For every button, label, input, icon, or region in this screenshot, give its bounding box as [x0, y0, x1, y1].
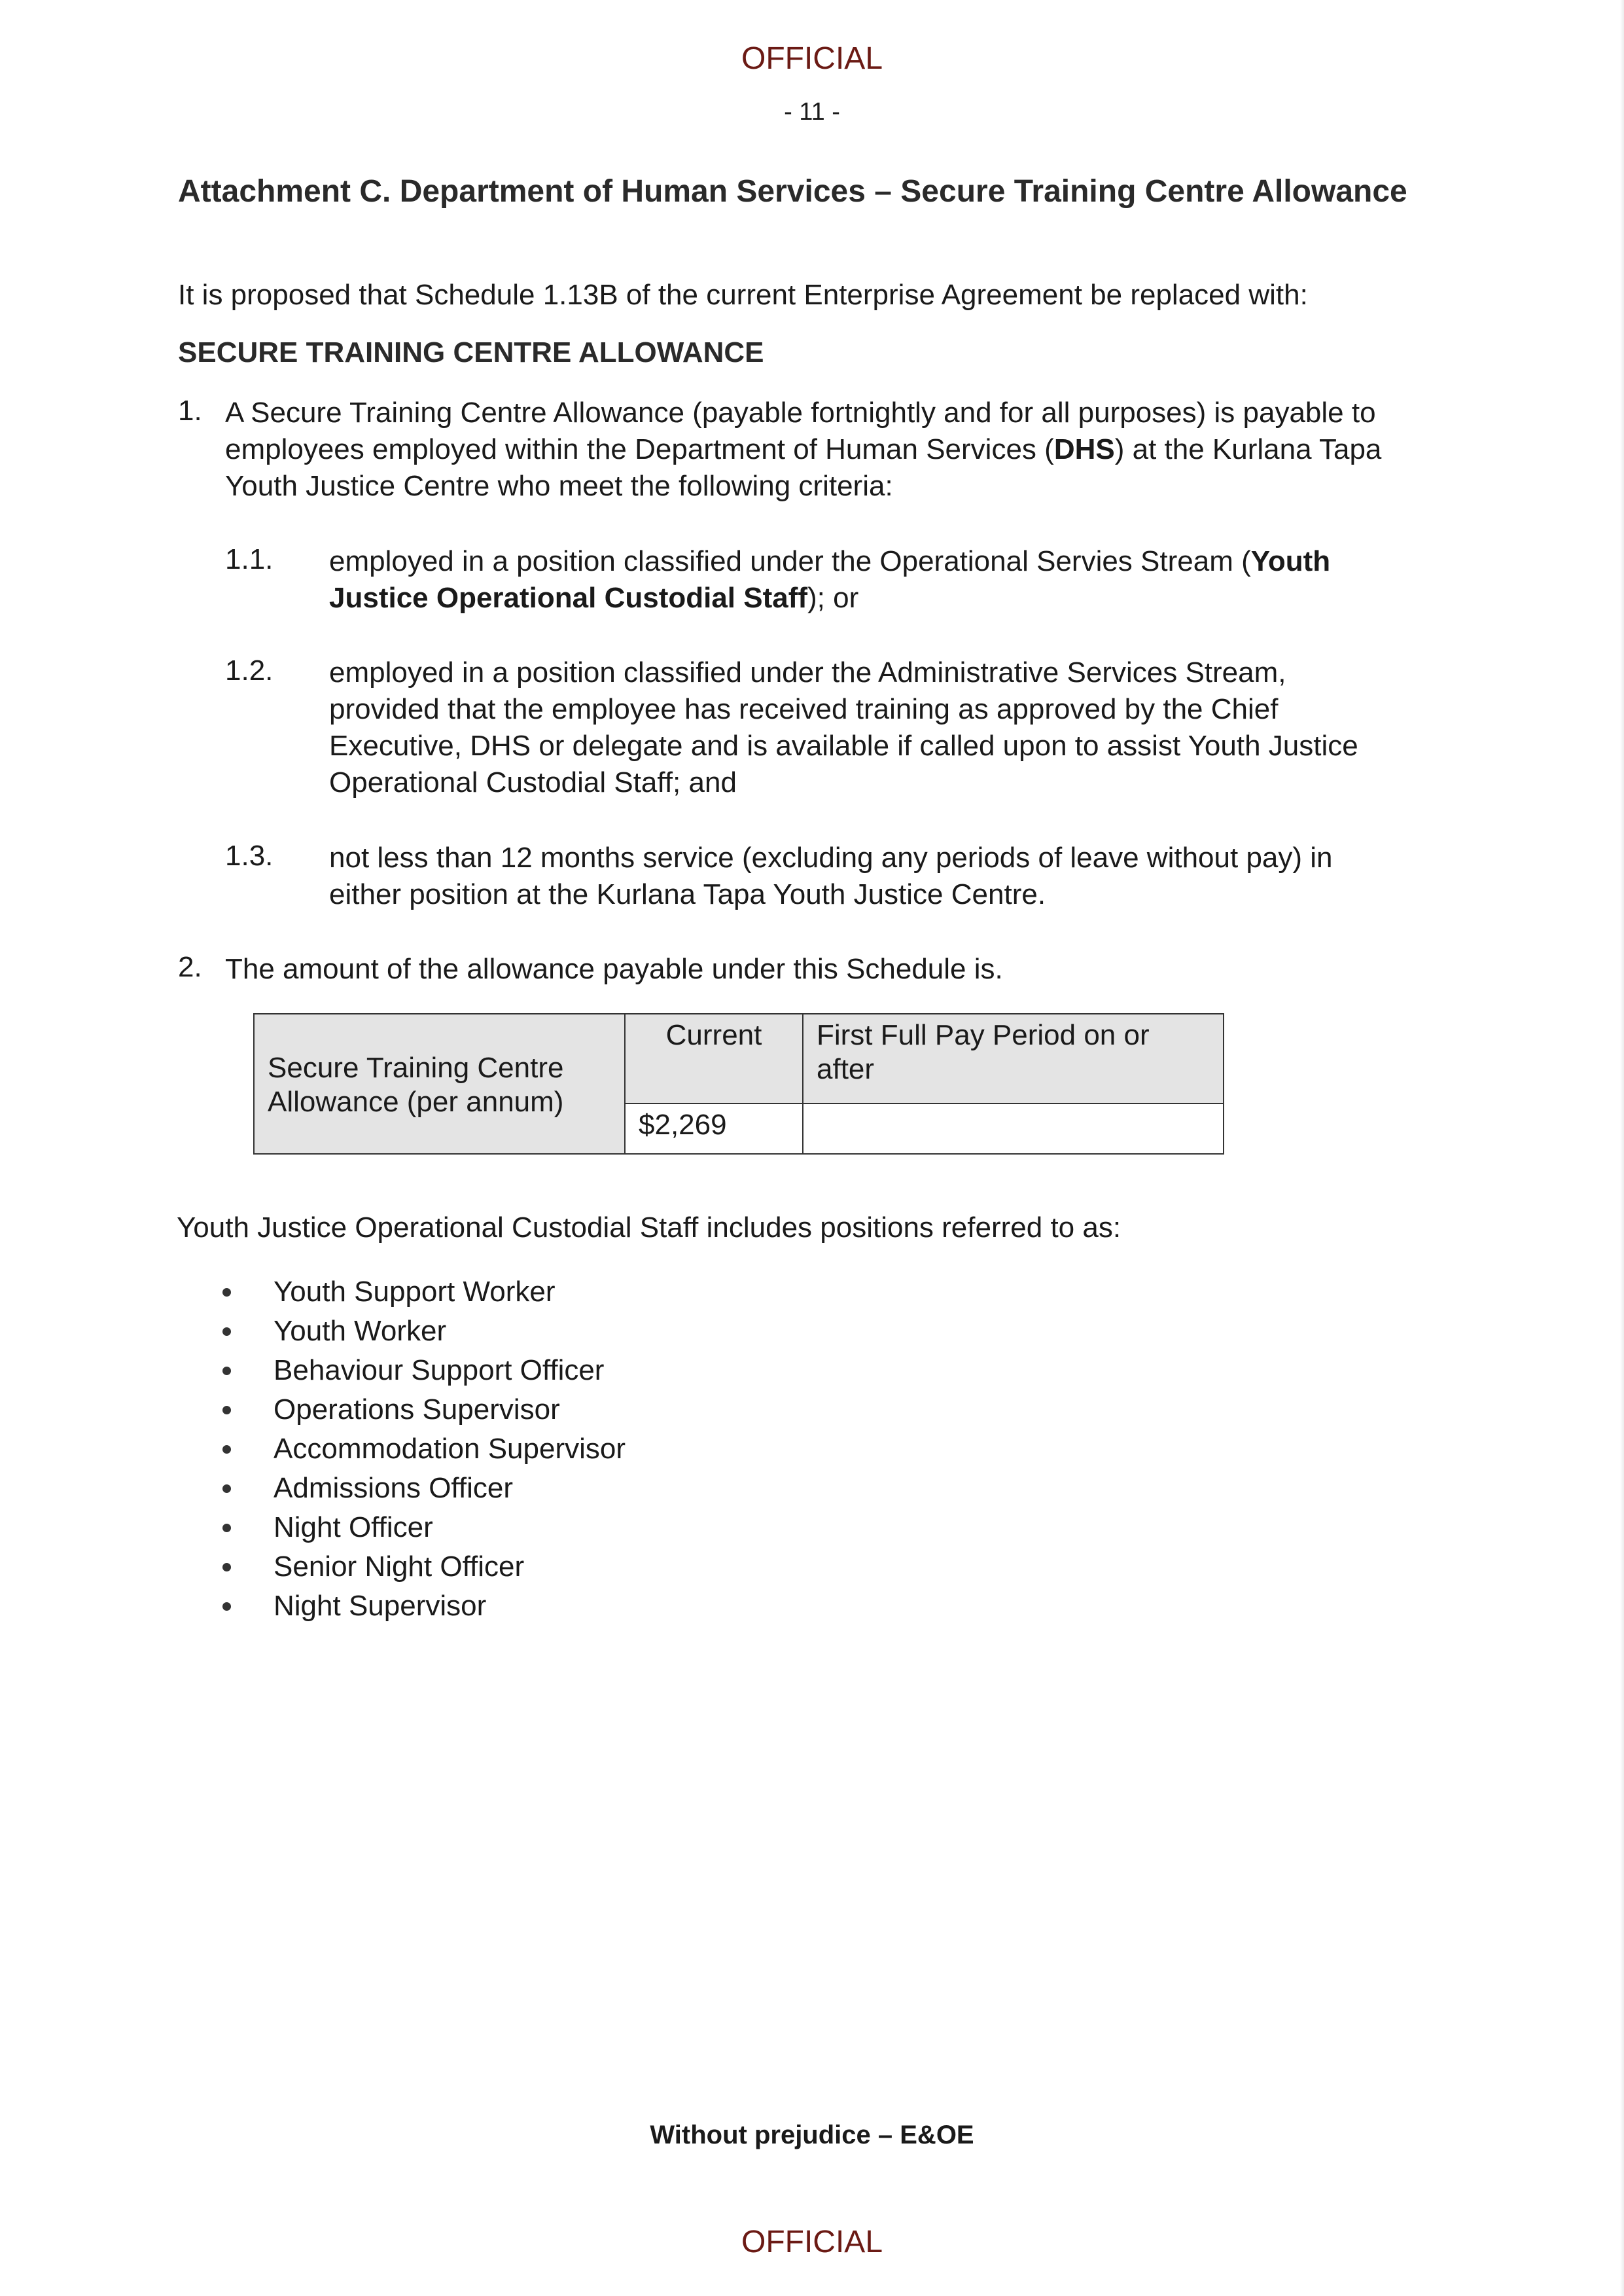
subclause-1-2-number: 1.2.	[225, 655, 274, 687]
clause-1-line-3: Youth Justice Centre who meet the following criteria:	[225, 470, 893, 502]
bullet-icon	[222, 1327, 231, 1336]
dhs-abbrev: DHS	[1053, 433, 1115, 465]
clause-2-text: The amount of the allowance payable under this Schedule is.	[225, 953, 1003, 985]
section-title: SECURE TRAINING CENTRE ALLOWANCE	[178, 336, 764, 368]
subclause-1-3-text: not less than 12 months service (excluding any periods of leave without pay) in either position at the Kurlana Tapa Youth Justice Centre.	[329, 842, 1333, 910]
clause-2-number: 2.	[178, 951, 202, 983]
list-item: Youth Support Worker	[222, 1272, 626, 1312]
bullet-icon	[222, 1288, 231, 1297]
footer-note: Without prejudice – E&OE	[650, 2121, 974, 2149]
subclause-1-2-text: employed in a position classified under the Administrative Services Stream, provided that the employee has received training as approved by the Chief Executive, DHS or delegate and is available if called upon to assist Youth Justice Operational Custodial Staff; and	[329, 656, 1358, 798]
bullet-icon	[222, 1367, 231, 1375]
bullet-icon	[222, 1563, 231, 1571]
list-item: Admissions Officer	[222, 1469, 626, 1508]
bullet-icon	[222, 1602, 231, 1611]
list-item: Behaviour Support Officer	[222, 1351, 626, 1390]
intro-text: It is proposed that Schedule 1.13B of the current Enterprise Agreement be replaced with:	[178, 279, 1308, 311]
list-item: Senior Night Officer	[222, 1547, 626, 1587]
roles-list	[222, 1272, 626, 1626]
clause-1-number: 1.	[178, 395, 202, 427]
table-cell-current-value: $2,269	[625, 1103, 803, 1154]
list-item: Accommodation Supervisor	[222, 1429, 626, 1469]
scan-edge	[1620, 0, 1624, 2296]
classification-footer: OFFICIAL	[741, 2225, 883, 2259]
attachment-heading: Attachment C. Department of Human Services – Secure Training Centre Allowance	[178, 174, 1407, 209]
subclause-1-1-number: 1.1.	[225, 543, 274, 575]
table-header-future: First Full Pay Period on or after	[803, 1014, 1224, 1103]
bullet-icon	[222, 1484, 231, 1493]
clause-1-line-2: employees employed within the Department of Human Services (DHS) at the Kurlana Tapa	[225, 433, 1382, 465]
bullet-icon	[222, 1445, 231, 1454]
list-item: Youth Worker	[222, 1312, 626, 1351]
classification-header: OFFICIAL	[741, 41, 883, 76]
table-row-label: Secure Training Centre Allowance (per annum)	[254, 1014, 625, 1154]
subclause-1-1-text: employed in a position classified under the Operational Servies Stream (Youth Justice Operational Custodial Staff); or	[329, 545, 1331, 614]
subclause-1-3-number: 1.3.	[225, 840, 274, 872]
clause-1-text	[225, 395, 1468, 505]
table-header-current: Current	[625, 1014, 803, 1103]
page-number: - 11 -	[784, 98, 840, 126]
roles-intro: Youth Justice Operational Custodial Staff includes positions referred to as:	[177, 1211, 1121, 1244]
table-cell-future-value	[803, 1103, 1224, 1154]
clause-1-line-1: A Secure Training Centre Allowance (payable fortnightly and for all purposes) is payable to	[225, 397, 1376, 429]
list-item: Operations Supervisor	[222, 1390, 626, 1429]
list-item: Night Officer	[222, 1508, 626, 1547]
bullet-icon	[222, 1524, 231, 1532]
bullet-icon	[222, 1406, 231, 1414]
list-item: Night Supervisor	[222, 1587, 626, 1626]
allowance-table	[253, 1013, 1224, 1155]
